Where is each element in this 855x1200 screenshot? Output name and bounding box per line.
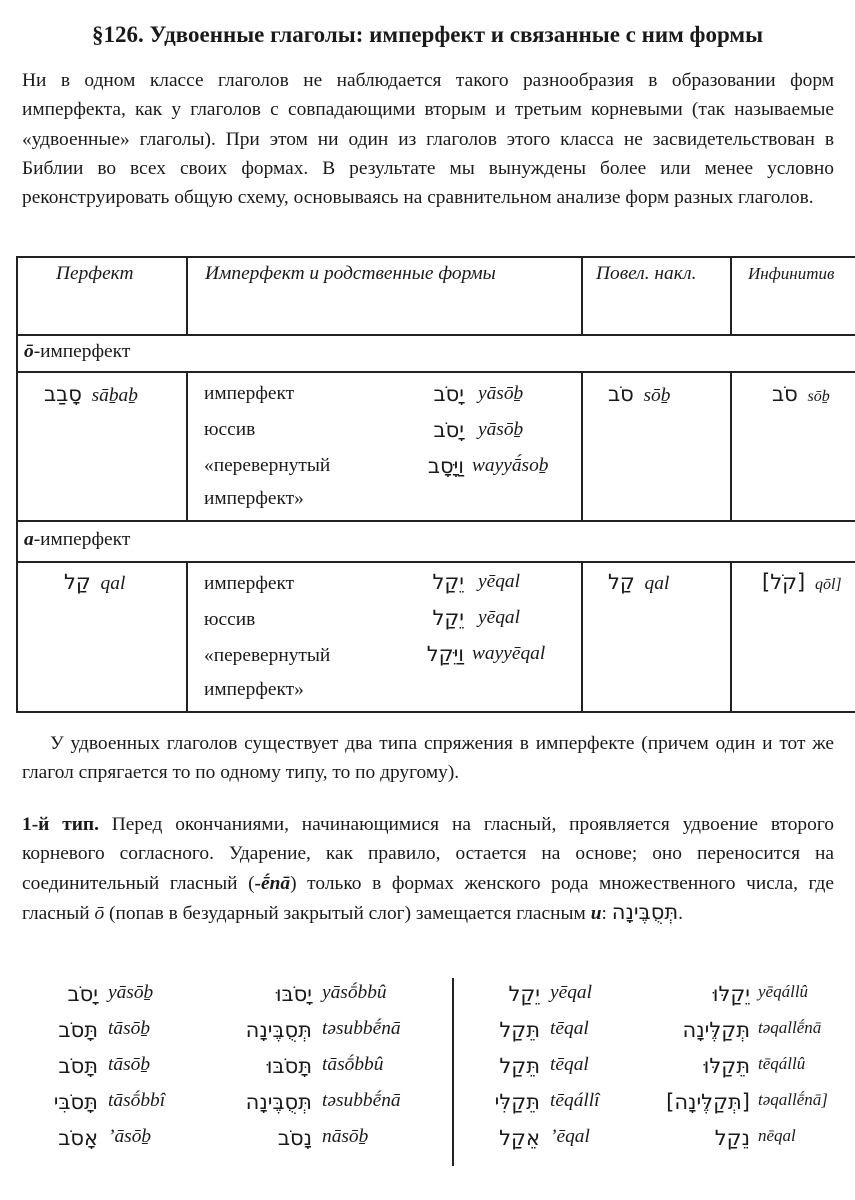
o-row-translit: yāsōḇ [478,419,524,440]
o-row-label: имперфект [204,383,295,404]
text-paradigm-right-0-tr1: yēqal [550,982,592,1003]
text-paradigm-right-4-he1: אֵקַל [499,1126,540,1150]
text-paradigm-right-3-tr1: tēqállî [550,1090,600,1111]
text-paradigm-left-4-he1: אָסֹב [58,1126,98,1150]
text-paradigm-left-3-he2: תְּסֻבֶּינָה [245,1090,312,1114]
a-row-hebrew [404,568,464,598]
text-paradigm-right-4-tr1: ʼēqal [550,1126,590,1147]
a-infinitive [762,568,842,599]
paradigm-divider [452,978,454,1166]
a-row-label-cont: имперфект» [204,679,304,700]
text-paradigm-left-0-he1: יָסֹב [67,982,98,1006]
text-table-a-perfect_tr: qal [100,573,126,594]
a-row-label: юссив [204,609,256,630]
text-table-a-inf_tr: qōl] [814,576,842,593]
text-table-o-inf_tr: sōḇ [807,388,830,405]
text-table-a-imp_tr: qal [644,573,670,594]
forms-table [16,256,855,713]
text-paradigm-right-3-he2: [תְּקַלֶּינָה] [666,1090,750,1114]
text-table-o-rows-1-he: יָסֹב [433,418,464,442]
o-infinitive [772,380,830,411]
text-paradigm-left-0-tr1: yāsōḇ [108,982,154,1003]
text-paradigm-left-2-tr1: tāsōḇ [108,1054,151,1075]
text-paradigm-right-2-tr1: tēqal [550,1054,589,1075]
text-table-section_a-rest: -имперфект [33,529,131,550]
text-table-a-rows-1-he: יֵקַל [432,606,464,630]
text-paradigm-right-4-he2: נֵקַל [714,1126,750,1150]
o-row-label: «перевернутый [204,455,331,476]
o-perfect [44,380,138,410]
o-row-hebrew [404,416,464,446]
text-paradigm-left-1-tr2: təsubbḗnā [322,1018,401,1039]
header-imperative: Повел. накл. [596,263,697,284]
text-paradigm-left-1-he2: תְּסֻבֶּינָה [245,1018,312,1042]
text-paradigm-left-0-he2: יָסֹבּוּ [275,982,312,1006]
text-paradigm-left-3-he1: תָּסֹבִּי [53,1090,98,1114]
type-one-paragraph [22,810,834,928]
a-row-hebrew [392,640,464,670]
text-para3-text3: (попав в безударный закрытый слог) замещается гласным [104,902,591,924]
text-paradigm-left-0-tr2: yāsṓbbû [322,982,387,1003]
text-para3-colon: : [601,902,612,924]
text-table-o-perfect_tr: sāḇaḇ [91,385,138,406]
text-table-o-perfect_he: סָבַב [44,382,82,406]
text-paradigm-left-4-he2: נָסֹב [277,1126,312,1150]
text-para3-ending: -ḗnā [254,872,291,894]
text-table-o-rows-0-he: יָסֹב [433,382,464,406]
text-table-a-inf_he: [קֹל] [762,570,806,594]
text-paradigm-left-4-tr2: nāsōḇ [322,1126,369,1147]
text-paradigm-left-2-he2: תָּסֹבּוּ [266,1054,312,1078]
text-para3-u: u [590,902,602,924]
a-row-translit: wayyēqal [472,643,546,664]
a-row-translit: yēqal [478,607,520,628]
text-paradigm-right-0-tr2: yēqállû [758,982,809,1001]
o-row-hebrew [404,380,464,410]
a-row-translit: yēqal [478,571,520,592]
o-row-translit: wayyā́soḇ [472,455,549,476]
o-row-label: юссив [204,419,256,440]
o-row-hebrew [392,452,464,482]
text-paradigm-left-2-tr2: tāsṓbbû [322,1054,384,1075]
conjugation-types-paragraph: У удвоенных глаголов существует два типа спряжения в имперфекте (причем один и тот же глагол спрягается то по одному типу, то по другому). [22,733,834,784]
text-para3-text1: Перед окончаниями, начинающимися на гласный, проявляется удвоение второго корневого согласного. Ударение, как правило, остается на основе; оно переносится на соединительный гласный ( [22,814,834,894]
text-para3-text2: ) только в формах женского рода множественного числа, где гласный [22,872,834,924]
text-paradigm-right-3-tr2: təqallḗnā] [758,1090,828,1109]
header-infinitive: Инфинитив [748,264,835,283]
a-row-label: «перевернутый [204,645,331,666]
section-a-imperfect [24,526,130,554]
text-paradigm-left-1-tr1: tāsōḇ [108,1018,151,1039]
header-imperfect: Имперфект и родственные формы [205,263,496,284]
text-table-o-imp_tr: sōḇ [643,385,671,406]
a-row-label: имперфект [204,573,295,594]
text-paradigm-left-3-tr2: təsubbḗnā [322,1090,401,1111]
o-row-translit: yāsōḇ [478,383,524,404]
text-paradigm-left-1-he1: תָּסֹב [58,1018,98,1042]
text-table-section_a-letter: a [24,529,34,550]
text-paradigm-left-2-he1: תָּסֹב [58,1054,98,1078]
text-table-o-rows-2-he: וַיָּסָב [427,454,464,478]
text-para3-example: תְּסֻבֶּינָה [611,899,679,924]
text-table-section_o-letter: ō [24,341,34,362]
text-paradigm-right-4-tr2: nēqal [758,1126,796,1145]
header-perfect: Перфект [56,263,134,284]
text-para3-lead: 1-й тип. [22,814,99,835]
text-para3-end: . [678,902,683,924]
o-imperative [608,380,670,410]
text-paradigm-right-1-tr1: tēqal [550,1018,589,1039]
a-row-hebrew [404,604,464,634]
a-imperative [608,568,669,598]
text-paradigm-right-2-he2: תֵּקַלּוּ [703,1054,750,1078]
text-paradigm-right-0-he1: יֵקַל [508,982,540,1006]
section-o-imperfect [24,338,130,366]
text-paradigm-left-3-tr1: tāsṓbbî [108,1090,166,1111]
o-row-label-cont: имперфект» [204,488,304,509]
section-title: §126. Удвоенные глаголы: имперфект и связанные с ним формы [91,22,764,47]
a-perfect [64,568,125,598]
intro-paragraph: Ни в одном классе глаголов не наблюдается такого разнообразия в образовании форм имперфекта, как у глаголов с совпадающими вторым и третьим корневыми (так называемые «удвоенные» глаголы). При этом ни один из глаголов этого класса не засвидетельствован в Библии во всех своих формах. В результате мы вынуждены более или менее условно реконструировать общую схему, основываясь на сравнительном анализе форм разных глаголов. [22,70,834,209]
text-table-o-imp_he: סֹב [608,382,634,406]
text-paradigm-right-2-tr2: tēqállû [758,1054,806,1073]
text-paradigm-right-1-tr2: təqallḗnā [758,1018,822,1037]
text-paradigm-right-3-he1: תֵּקַלִּי [494,1090,540,1114]
text-table-section_o-rest: -имперфект [33,341,131,362]
text-table-o-inf_he: סֹב [772,382,798,406]
text-paradigm-right-1-he2: תְּקַלֶּינָה [682,1018,750,1042]
text-table-a-rows-2-he: וַיֵּקַל [426,642,464,666]
text-paradigm-left-4-tr1: ʼāsōḇ [108,1126,152,1147]
text-para3-vowel: ō [94,902,105,924]
text-paradigm-right-2-he1: תֵּקַל [499,1054,540,1078]
text-table-a-perfect_he: קַל [64,570,91,594]
text-paradigm-right-0-he2: יֵקַלּוּ [712,982,750,1006]
text-table-a-imp_he: קַל [608,570,635,594]
text-paradigm-right-1-he1: תֵּקַל [499,1018,540,1042]
text-table-a-rows-0-he: יֵקַל [432,570,464,594]
